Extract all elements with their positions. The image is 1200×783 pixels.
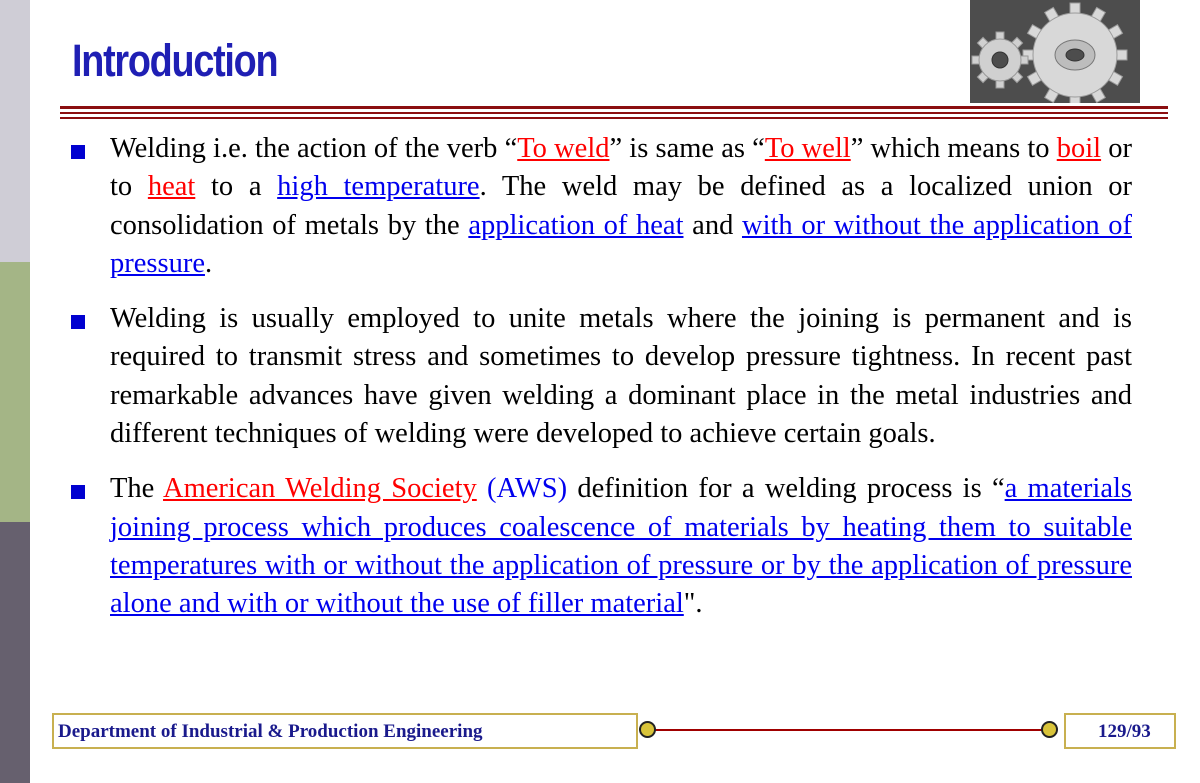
bullet-text: to a [195,171,278,203]
highlighted-term: American Welding Society [163,473,477,505]
underlined-phrase: application of heat [468,209,684,241]
bullet-text: Welding is usually employed to unite metals where the joining is permanent and is required to transmit stress and sometimes to develop pressure tightness. In recent past remarkable advances have given welding a dominant place in the metal industries and different techniques of welding were developed to achieve certain goals. [110,303,1132,450]
bullet-text: . The weld may be defined as a localized union or consolidation of metals by the [110,171,1132,241]
bullet-text: Welding i.e. the action of the verb “ [110,133,518,164]
highlighted-term: To weld [517,133,610,164]
sidebar-block-bottom [0,522,30,783]
bullet-square-icon [71,145,85,159]
bullet-text: The [110,473,164,505]
highlighted-term: boil [1056,133,1102,164]
highlighted-term: heat [147,171,196,203]
underlined-phrase: a materials joining process which produces coalescence of materials by heating them to suitable temperatures with or without the application of pressure or by the application of pressure alone and with or without the use of filler material [110,473,1133,620]
title-rule-middle [60,112,1168,114]
footer-dot-right [1041,721,1058,738]
slide-title: Introduction [72,35,278,86]
bullet-square-icon [71,315,85,329]
bullet-text: ” is same as “ [609,133,765,164]
bullet-text: ” which means to [850,133,1057,164]
abbreviation: (AWS) [487,473,568,505]
page-number: 129/93 [1098,721,1151,742]
underlined-phrase: with or without the application of pressure [110,209,1132,279]
bullet-text: definition for a welding process is “ [567,473,1005,505]
bullet-text: . [204,247,213,279]
title-rule-top [60,106,1168,109]
bullet-item [62,470,1132,623]
underlined-phrase: high temperature [277,171,480,203]
footer-line [648,729,1048,731]
bullet-text [477,473,487,504]
bullet-item [62,300,1132,453]
bullet-text: or to [110,133,1132,203]
footer-department: Department of Industrial & Production Engineering [58,721,483,742]
sidebar-block-top [0,0,30,262]
footer-dot-left [639,721,656,738]
title-rule-bottom [60,117,1168,119]
sidebar-block-middle [0,262,30,522]
bullet-list [62,130,1132,641]
gears-icon [970,0,1140,103]
bullet-item [62,130,1132,283]
bullet-text: and [683,209,742,241]
highlighted-term: To well [764,133,851,164]
bullet-text: ". [683,588,703,620]
bullet-square-icon [71,485,85,499]
left-sidebar [0,0,30,783]
